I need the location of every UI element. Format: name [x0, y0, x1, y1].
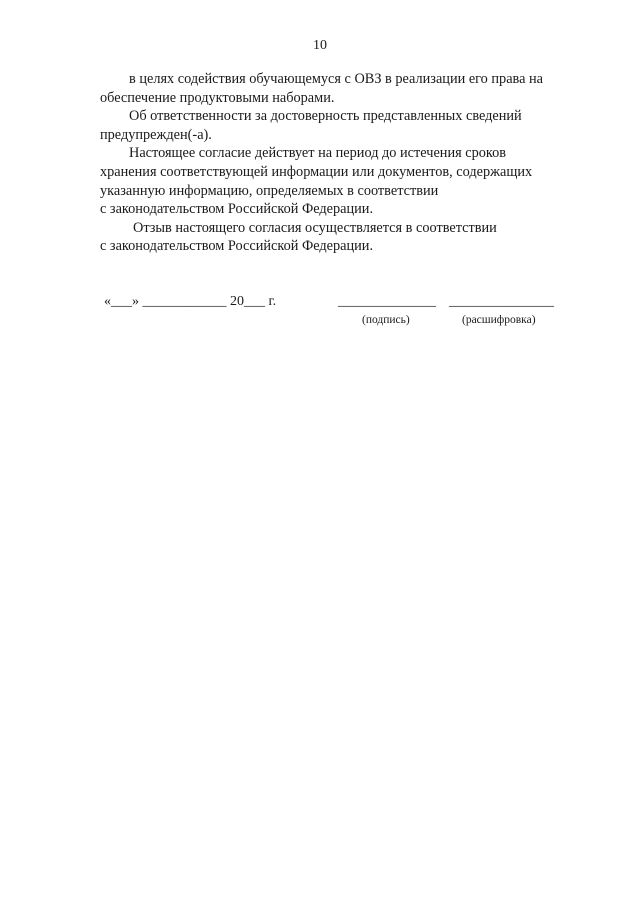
- text-line: с законодательством Российской Федерации.: [100, 238, 374, 255]
- page-number: 10: [313, 38, 327, 53]
- text-line: в целях содействия обучающемуся с ОВЗ в реализации его права на: [129, 71, 544, 87]
- text-line: предупрежден(-а).: [100, 126, 212, 143]
- paragraph-revocation: [100, 219, 571, 256]
- text-line: с законодательством Российской Федерации.: [100, 201, 374, 218]
- consent-body: [100, 70, 571, 256]
- date-line: «___» ____________ 20___ г.: [104, 294, 277, 309]
- text-line: Настоящее согласие действует на период до истечения сроков: [129, 145, 507, 162]
- decoding-caption: (расшифровка): [462, 314, 536, 326]
- decoding-line: _______________: [449, 294, 554, 309]
- text-line: обеспечение продуктовыми наборами.: [100, 89, 335, 106]
- signature-line: ______________: [338, 294, 436, 309]
- text-line: Отзыв настоящего согласия осуществляется в соответствии: [133, 219, 497, 236]
- text-line: Об ответственности за достоверность представленных сведений: [129, 108, 522, 125]
- text-line: хранения соответствующей информации или документов, содержащих: [100, 163, 533, 180]
- signature-caption: (подпись): [362, 314, 410, 326]
- text-line: указанную информацию, определяемых в соответствии: [100, 182, 439, 199]
- paragraph-purpose: [100, 70, 571, 107]
- paragraph-responsibility: [100, 107, 571, 144]
- paragraph-validity: [100, 144, 571, 218]
